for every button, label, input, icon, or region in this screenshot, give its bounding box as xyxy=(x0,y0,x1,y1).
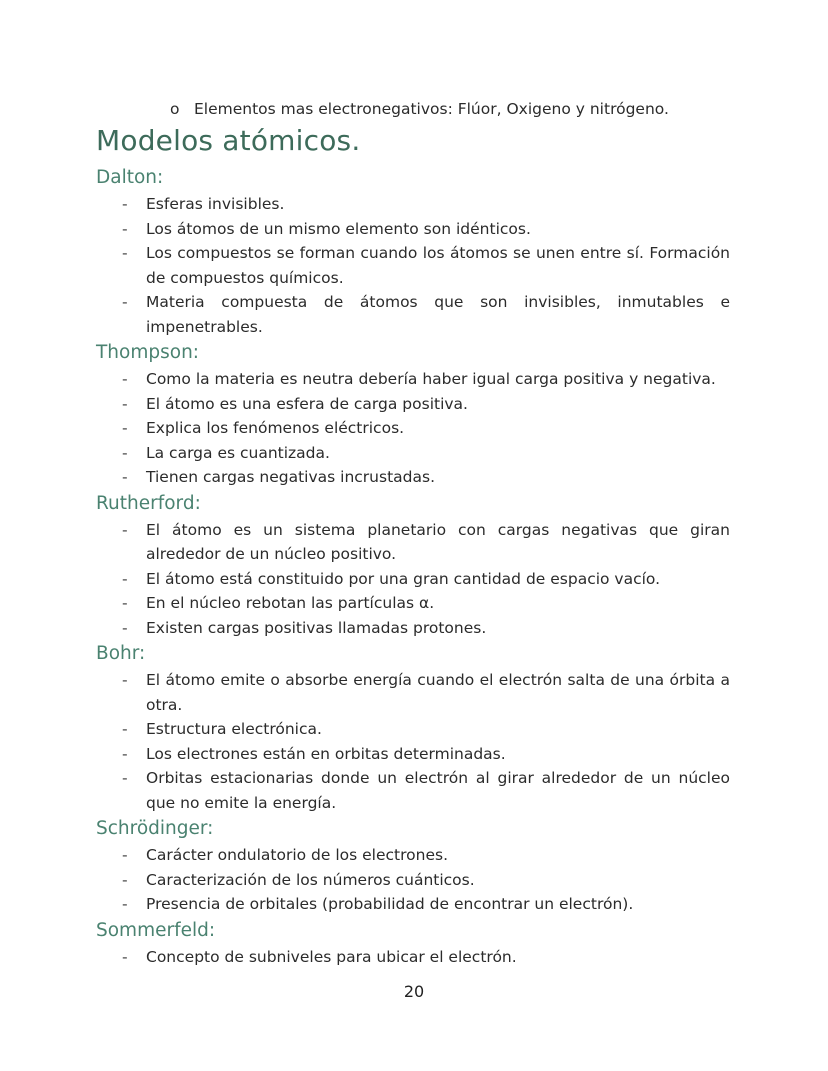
section-heading: Bohr: xyxy=(96,643,146,664)
list-item: - Caracterización de los números cuánticos. xyxy=(96,868,730,893)
section-list xyxy=(96,367,730,490)
list-item: - Existen cargas positivas llamadas protones. xyxy=(96,616,730,641)
section-list xyxy=(96,192,730,339)
sections-container xyxy=(96,164,730,969)
section-heading: Dalton: xyxy=(96,167,164,188)
top-bullet-text: Elementos mas electronegativos: Flúor, Oxigeno y nitrógeno. xyxy=(194,100,669,118)
list-item: - Los compuestos se forman cuando los átomos se unen entre sí. Formación de compuestos químicos. xyxy=(96,241,730,290)
section-heading: Rutherford: xyxy=(96,492,201,514)
section-list xyxy=(96,945,730,970)
list-item: - En el núcleo rebotan las partículas α. xyxy=(96,591,730,616)
list-item: - Los átomos de un mismo elemento son idénticos. xyxy=(96,217,730,242)
list-item: - Explica los fenómenos eléctricos. xyxy=(96,416,730,441)
circle-bullet-marker: o xyxy=(170,100,180,118)
list-item: - El átomo es una esfera de carga positiva. xyxy=(96,392,730,417)
section-heading: Schrödinger: xyxy=(96,818,214,839)
list-item: - Materia compuesta de átomos que son invisibles, inmutables e impenetrables. xyxy=(96,290,730,339)
page-number: 20 xyxy=(403,982,425,1001)
list-item: - Carácter ondulatorio de los electrones. xyxy=(96,843,730,868)
list-item: - Estructura electrónica. xyxy=(96,717,730,742)
list-item: - Presencia de orbitales (probabilidad de encontrar un electrón). xyxy=(96,892,730,917)
section-list xyxy=(96,843,730,917)
list-item: - La carga es cuantizada. xyxy=(96,441,730,466)
page-title: Modelos atómicos. xyxy=(96,124,361,157)
list-item: - El átomo está constituido por una gran cantidad de espacio vacío. xyxy=(96,567,730,592)
section-heading: Thompson: xyxy=(96,342,200,363)
list-item: - Concepto de subniveles para ubicar el electrón. xyxy=(96,945,730,970)
list-item: - Como la materia es neutra debería haber igual carga positiva y negativa. xyxy=(96,367,730,392)
top-bullet-item xyxy=(170,100,669,118)
section-list xyxy=(96,518,730,641)
list-item: - Esferas invisibles. xyxy=(96,192,730,217)
list-item: - El átomo emite o absorbe energía cuando el electrón salta de una órbita a otra. xyxy=(96,668,730,717)
section-list xyxy=(96,668,730,815)
list-item: - Orbitas estacionarias donde un electrón al girar alrededor de un núcleo que no emite la energía. xyxy=(96,766,730,815)
list-item: - El átomo es un sistema planetario con cargas negativas que giran alrededor de un núcleo positivo. xyxy=(96,518,730,567)
list-item: - Los electrones están en orbitas determinadas. xyxy=(96,742,730,767)
list-item: - Tienen cargas negativas incrustadas. xyxy=(96,465,730,490)
section-heading: Sommerfeld: xyxy=(96,919,216,941)
